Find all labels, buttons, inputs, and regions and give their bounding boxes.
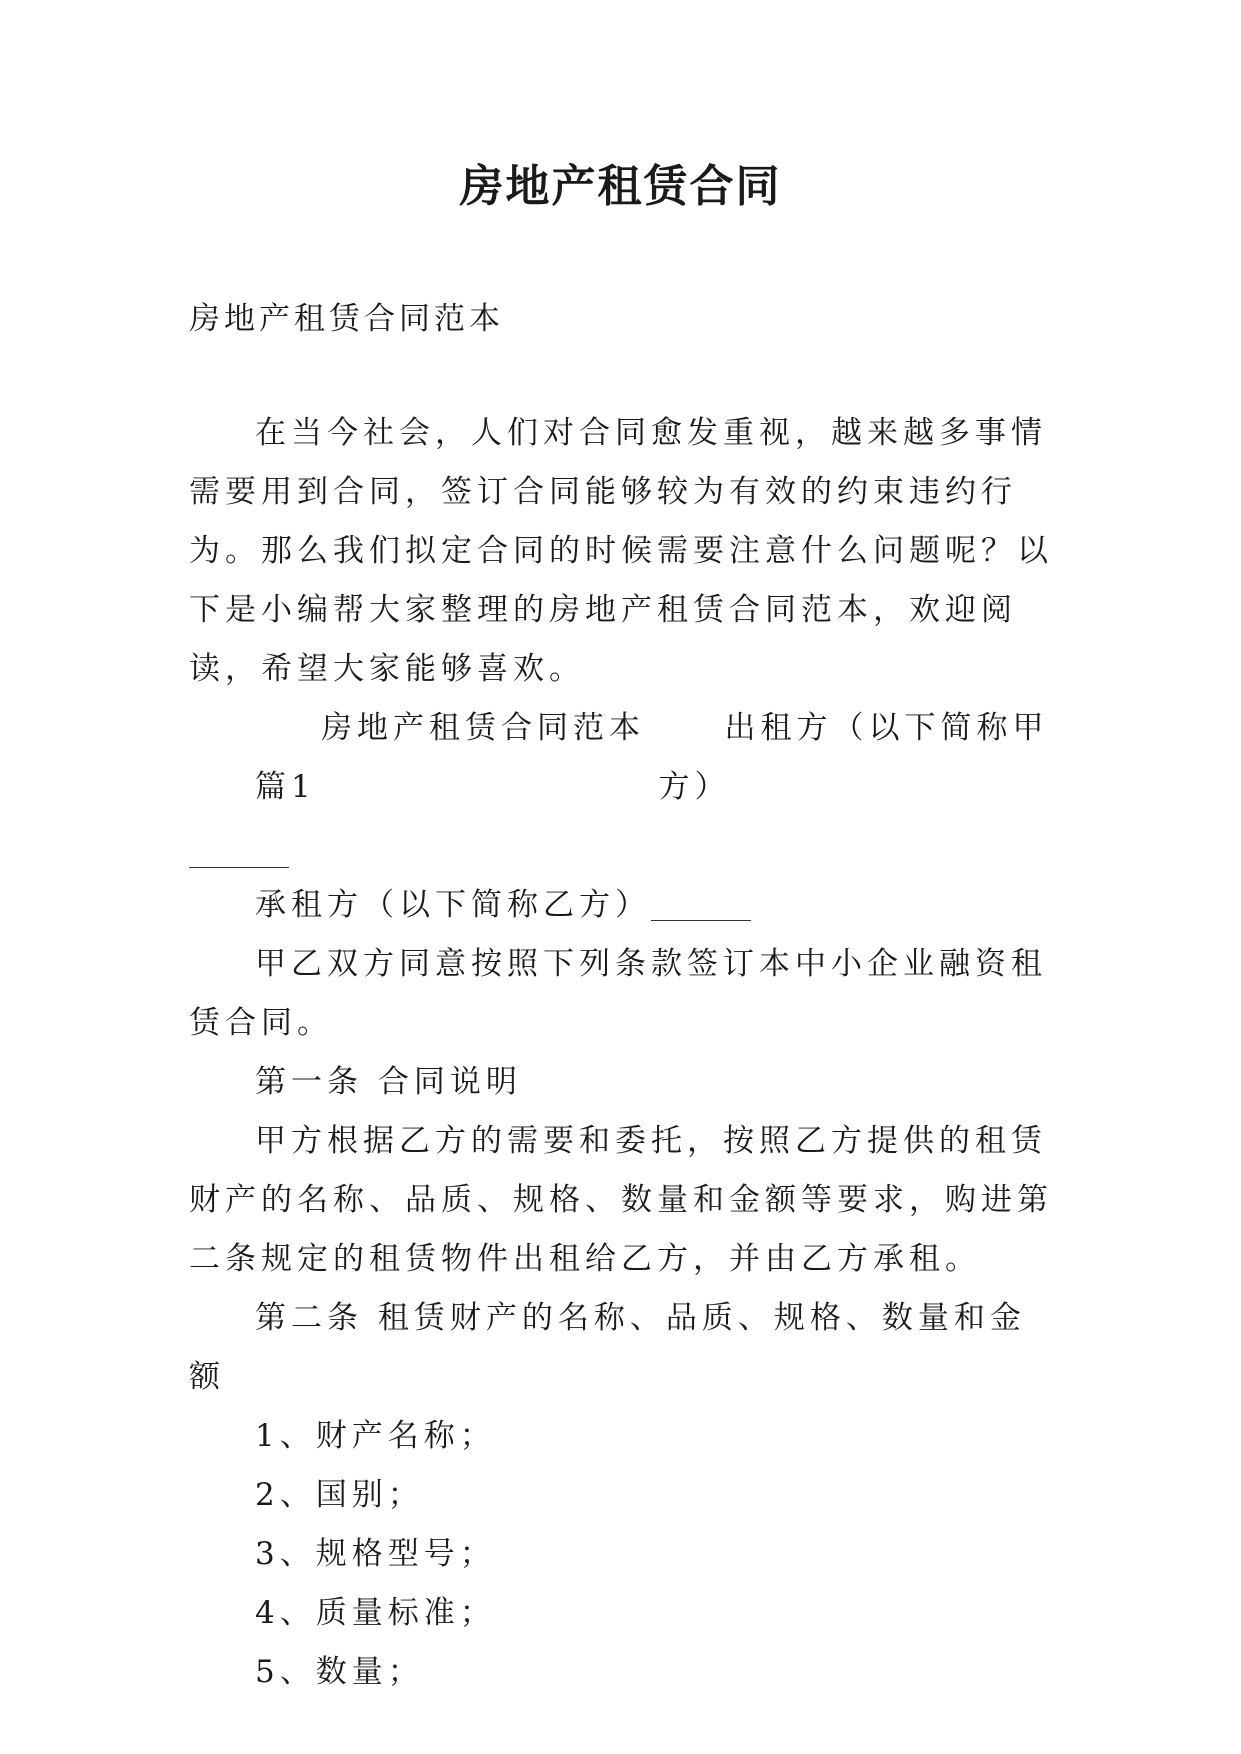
agreement-paragraph: 甲乙双方同意按照下列条款签订本中小企业融资租赁合同。 bbox=[189, 946, 1047, 1041]
section-heading-row bbox=[189, 699, 1059, 817]
lessor-blank bbox=[189, 837, 289, 868]
list-item: 5、数量； bbox=[255, 1654, 424, 1690]
list-item: 4、质量标准； bbox=[255, 1595, 496, 1631]
article-1-title: 第一条 合同说明 bbox=[255, 1064, 522, 1100]
lessee-blank bbox=[651, 890, 751, 921]
list-item: 3、规格型号； bbox=[255, 1536, 496, 1572]
lessor-blank-line bbox=[189, 817, 1059, 876]
section-heading: 房地产租赁合同范本 篇1 bbox=[255, 710, 645, 805]
lessee-label: 承租方（以下简称乙方） bbox=[255, 887, 651, 923]
lessee-line bbox=[189, 876, 1059, 935]
document-body bbox=[189, 404, 1059, 1702]
lessor-label: 出租方（以下简称甲方） bbox=[658, 710, 1049, 805]
document-subtitle: 房地产租赁合同范本 bbox=[189, 301, 504, 337]
article-1-body: 甲方根据乙方的需要和委托，按照乙方提供的租赁财产的名称、品质、规格、数量和金额等要求，购进第二条规定的租赁物件出租给乙方，并由乙方承租。 bbox=[189, 1123, 1053, 1277]
document-title: 房地产租赁合同 bbox=[459, 161, 782, 212]
list-item: 1、财产名称； bbox=[255, 1418, 496, 1454]
article-2-title: 第二条 租赁财产的名称、品质、规格、数量和金额 bbox=[189, 1300, 1026, 1395]
intro-paragraph: 在当今社会，人们对合同愈发重视，越来越多事情需要用到合同，签订合同能够较为有效的约束违约行为。那么我们拟定合同的时候需要注意什么问题呢？以下是小编帮大家整理的房地产租赁合同范本，欢迎阅读，希望大家能够喜欢。 bbox=[189, 415, 1053, 687]
list-item: 2、国别； bbox=[255, 1477, 424, 1513]
